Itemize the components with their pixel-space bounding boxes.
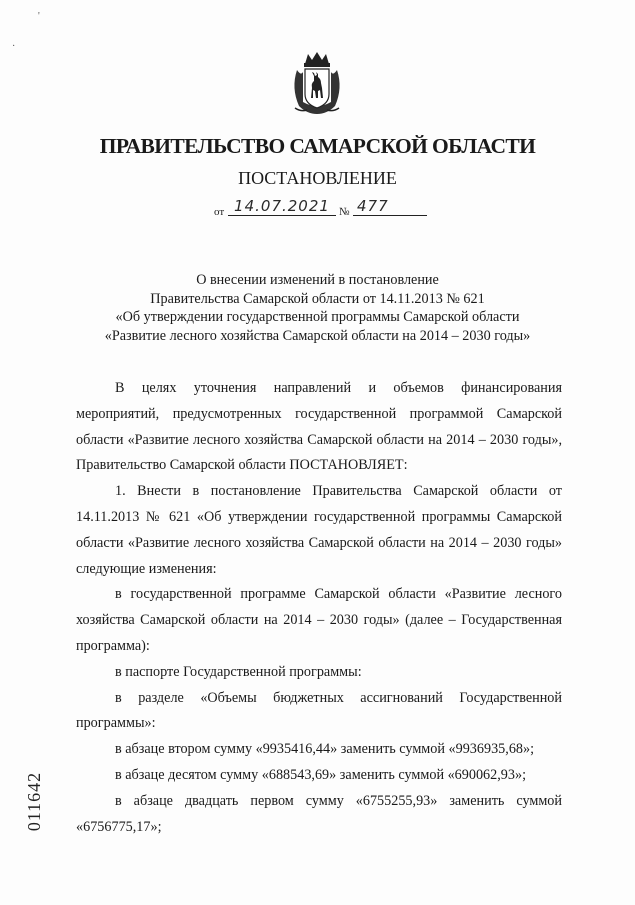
subject-line: О внесении изменений в постановление — [196, 272, 439, 288]
body-paragraph: 1. Внести в постановление Правительства Самарской области от 14.11.2013 № 621 «Об утверждении государственной программы Самарской области «Развитие лесного хозяйства Самарской области на 2014 – 2030 годы» следующие изменения: — [76, 483, 562, 577]
body-paragraph: в государственной программе Самарской области «Развитие лесного хозяйства Самарской области на 2014 – 2030 годы» (далее – Государственная программа): — [76, 586, 562, 654]
serial-number: 011642 — [24, 771, 45, 832]
government-title: ПРАВИТЕЛЬСТВО САМАРСКОЙ ОБЛАСТИ — [99, 134, 536, 158]
document-type: ПОСТАНОВЛЕНИЕ — [238, 168, 397, 188]
subject-line: «Об утверждении государственной программы Самарской области — [115, 309, 520, 325]
coat-of-arms-emblem — [287, 50, 347, 116]
document-number: 477 — [353, 197, 427, 216]
body-paragraph: в абзаце десятом сумму «688543,69» заменить суммой «690062,93»; — [115, 766, 527, 783]
body-paragraph: в разделе «Объемы бюджетных ассигнований Государственной программы»: — [76, 689, 562, 732]
body-paragraph: В целях уточнения направлений и объемов финансирования мероприятий, предусмотренных государственной программой Самарской области «Развитие лесного хозяйства Самарской области на 2014 – 2030 годы», Правительство Самарской области ПОСТАНОВЛЯЕТ: — [76, 380, 562, 474]
number-sign: № — [339, 206, 350, 218]
date-number-line — [214, 199, 444, 219]
scan-speck: · — [12, 41, 16, 52]
serial-number-stamp — [24, 766, 57, 836]
subject-line: Правительства Самарской области от 14.11.2013 № 621 — [150, 290, 485, 307]
subject-line: «Развитие лесного хозяйства Самарской области на 2014 – 2030 годы» — [104, 327, 531, 344]
body-paragraph: в паспорте Государственной программы: — [115, 663, 362, 680]
body-paragraph: в абзаце двадцать первом сумму «6755255,93» заменить суммой «6756775,17»; — [76, 792, 562, 835]
scan-speck: ' — [38, 11, 40, 22]
date-prefix: от — [214, 206, 225, 218]
document-subject — [60, 271, 575, 345]
document-date: 14.07.2021 — [228, 197, 336, 216]
body-paragraph: в абзаце втором сумму «9935416,44» заменить суммой «9936935,68»; — [115, 741, 535, 758]
document-body — [76, 376, 562, 840]
